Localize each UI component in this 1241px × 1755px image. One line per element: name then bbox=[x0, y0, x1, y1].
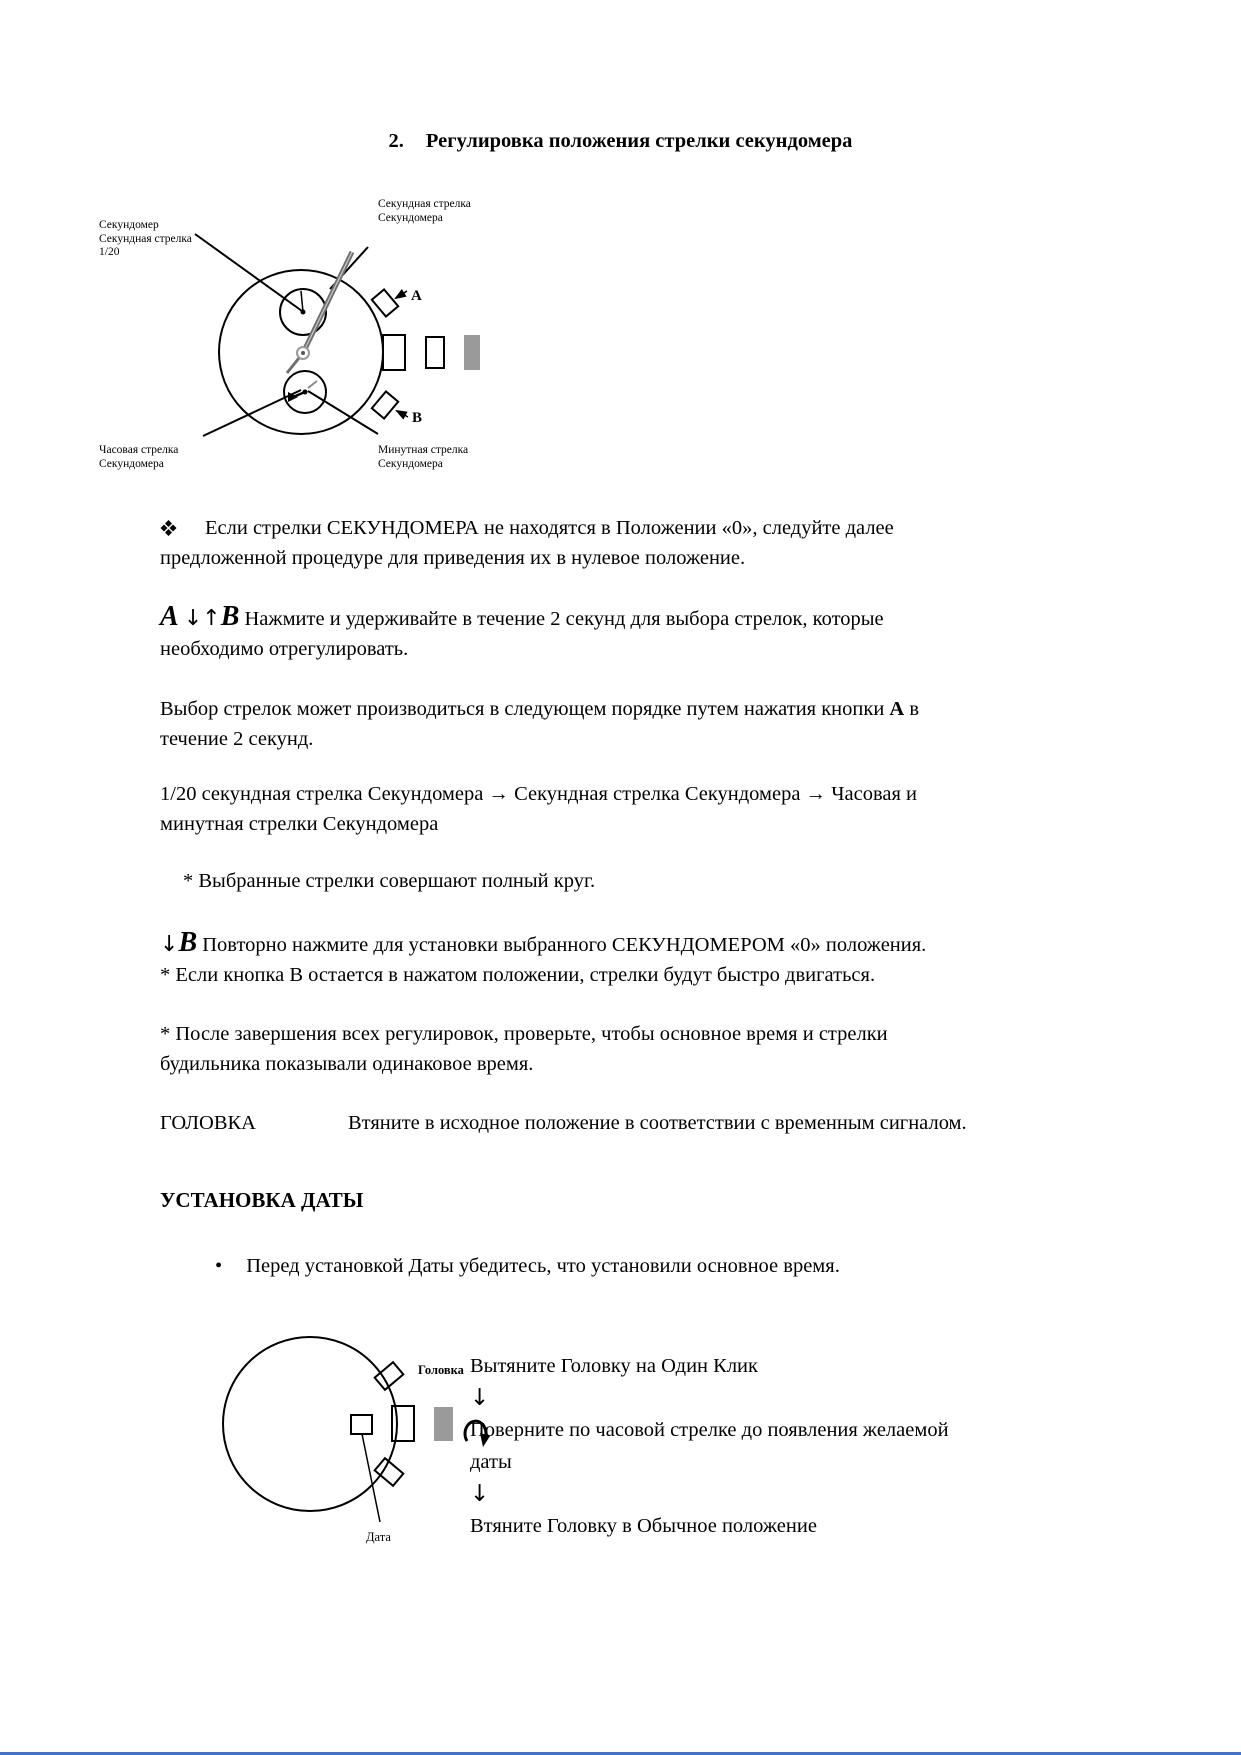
date-setting-heading: УСТАНОВКА ДАТЫ bbox=[160, 1188, 364, 1212]
leader-line-minute-hand bbox=[308, 391, 378, 434]
paragraph-full-circle-note: * Выбранные стрелки совершают полный круг. bbox=[183, 870, 596, 892]
paragraph-hand-sequence: 1/20 секундная стрелка Секундомера → Секундная стрелка Секундомера → Часовая и минутная стрелки Секундомера bbox=[160, 783, 917, 835]
title-number: 2. bbox=[388, 130, 404, 152]
paragraph-selection-order: Выбор стрелок может производиться в следующем порядке путем нажатия кнопки А в течение 2 секунд. bbox=[160, 698, 920, 750]
label-second-hand: Секундная стрелка Секундомера bbox=[378, 198, 471, 224]
leader-line-sub120 bbox=[195, 234, 302, 311]
title-text: Регулировка положения стрелки секундомера bbox=[425, 130, 853, 152]
step-push-crown: Втяните Головку в Обычное положение bbox=[470, 1515, 817, 1537]
label-sub120: Секундомер Секундная стрелка 1/20 bbox=[99, 219, 192, 258]
subdial-120-hand bbox=[301, 291, 303, 312]
step-arrow-icon: ↓ bbox=[470, 1385, 490, 1411]
step-rotate-line2: даты bbox=[470, 1451, 512, 1473]
chrono-second-hand-highlight bbox=[303, 252, 352, 353]
paragraph-crown-return: ГОЛОВКА Втяните в исходное положение в соответствии с временным сигналом. bbox=[160, 1112, 967, 1134]
watch-case-circle-2 bbox=[223, 1337, 397, 1511]
crown-gray-rect-2 bbox=[434, 1407, 453, 1441]
down-up-arrows-icon: ↓↑ bbox=[183, 606, 221, 631]
date-window-rect bbox=[351, 1415, 372, 1434]
crown-mid-rect bbox=[426, 337, 444, 368]
paragraph-select-hands: A ↓↑B Нажмите и удерживайте в течение 2 секунд для выбора стрелок, которые необходимо отрегулировать. bbox=[160, 601, 884, 660]
page-title bbox=[0, 130, 1241, 153]
date-diagram-label: Дата bbox=[366, 1530, 391, 1544]
button-b-reset-ref: B bbox=[178, 927, 198, 958]
button-a-label: A bbox=[411, 288, 422, 304]
center-pivot-dot bbox=[301, 351, 305, 355]
pusher-b-arrow-icon bbox=[397, 411, 408, 417]
paragraph-zero-position-note: Если стрелки СЕКУНДОМЕРА не находятся в Положении «0», следуйте далее предложенной процедуре для приведения их в нулевое положение. bbox=[160, 517, 894, 569]
subdial-hm-pivot bbox=[303, 390, 308, 395]
step-rotate-line1: Поверните по часовой стрелке до появления желаемой bbox=[470, 1419, 949, 1441]
step-pull-crown: Вытяните Головку на Один Клик bbox=[470, 1355, 758, 1377]
button-a-ref: A bbox=[160, 601, 179, 632]
crown-term: ГОЛОВКА bbox=[160, 1112, 256, 1134]
button-b-ref: B bbox=[220, 601, 240, 632]
crown-gray-rect bbox=[464, 335, 480, 370]
subdial-minute-hand bbox=[308, 381, 317, 388]
subdial-120-pivot bbox=[301, 310, 306, 315]
pusher-a bbox=[372, 289, 398, 316]
pusher-a-arrow-icon bbox=[396, 291, 407, 298]
paragraph-date-note: • Перед установкой Даты убедитесь, что установили основное время. bbox=[215, 1255, 840, 1277]
crown-stem-rect bbox=[383, 335, 405, 370]
button-b-label: B bbox=[412, 410, 423, 426]
pusher-top bbox=[375, 1362, 404, 1390]
label-minute-hand: Минутная стрелка Секундомера bbox=[378, 444, 469, 470]
four-diamonds-bullet-icon bbox=[160, 519, 177, 536]
down-arrow-icon: ↓ bbox=[160, 932, 179, 957]
pusher-b bbox=[372, 391, 398, 418]
crown-diagram-label: Головка bbox=[418, 1363, 464, 1377]
date-setting-steps bbox=[470, 1350, 949, 1542]
pusher-bottom bbox=[375, 1458, 404, 1486]
paragraph-reset-b: ↓B Повторно нажмите для установки выбранного СЕКУНДОМЕРОМ «0» положения. * Если кнопка В остается в нажатом положении, стрелки будут быстро двигаться. bbox=[160, 927, 927, 986]
paragraph-check-time: * После завершения всех регулировок, проверьте, чтобы основное время и стрелки будильника показывали одинаковое время. bbox=[160, 1023, 888, 1075]
bullet-dot: • bbox=[215, 1255, 223, 1277]
label-hour-hand: Часовая стрелка Секундомера bbox=[99, 444, 179, 470]
step-arrow-icon-2: ↓ bbox=[470, 1481, 490, 1507]
button-a-inline-ref: А bbox=[889, 698, 905, 720]
leader-line-hour-hand bbox=[203, 390, 301, 436]
